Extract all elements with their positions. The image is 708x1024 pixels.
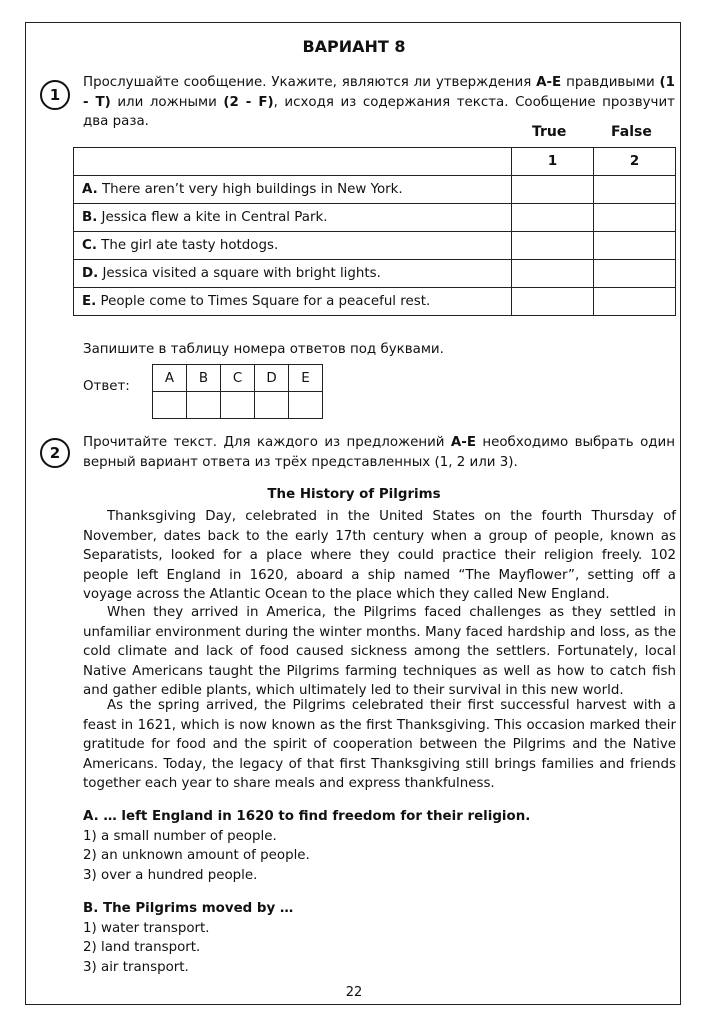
table-row: [74, 260, 676, 288]
answer-false-cell[interactable]: [594, 288, 676, 316]
table-header-row: [74, 148, 676, 176]
task-1-number: 1: [40, 80, 70, 110]
statement-c: C. The girl ate tasty hotdogs.: [74, 232, 512, 260]
reading-paragraph-3: As the spring arrived, the Pilgrims celebrated their first successful harvest with a feast in 1621, which is now known as the first Thanksgiving. This occasion marked their gratitude for food and the spirit of cooperation between the Pilgrims and the Native Americans. Today, the legacy of that first Thanksgiving still brings families and friends together each year to share meals and express thankfulness.: [83, 698, 676, 791]
task-2-instruction: Прочитайте текст. Для каждого из предложений A-E необходимо выбрать один верный вариант ответа из трёх представленных (1, 2 или 3).: [83, 435, 675, 470]
option[interactable]: 1) a small number of people.: [83, 828, 277, 844]
answer-true-cell[interactable]: [512, 288, 594, 316]
answer-false-cell[interactable]: [594, 176, 676, 204]
option[interactable]: 1) water transport.: [83, 920, 210, 936]
table-row: [74, 176, 676, 204]
answer-caption: Запишите в таблицу номера ответов под буквами.: [83, 342, 444, 357]
question-a: [83, 807, 676, 885]
answer-letter: E: [289, 365, 323, 392]
answer-grid: [152, 364, 323, 419]
reading-text-title: The History of Pilgrims: [267, 487, 441, 502]
answer-true-cell[interactable]: [512, 232, 594, 260]
statements-table: [73, 147, 676, 316]
table-row: [74, 288, 676, 316]
answer-false-cell[interactable]: [594, 204, 676, 232]
question-heading: B. The Pilgrims moved by …: [83, 901, 294, 916]
answer-letter: C: [221, 365, 255, 392]
question-heading: A. … left England in 1620 to find freedom for their religion.: [83, 809, 531, 824]
option[interactable]: 2) land transport.: [83, 940, 201, 955]
answer-input-cell[interactable]: [289, 392, 323, 419]
answer-input-cell[interactable]: [187, 392, 221, 419]
option[interactable]: 3) over a hundred people.: [83, 867, 258, 883]
answer-true-cell[interactable]: [512, 260, 594, 288]
question-b: [83, 899, 676, 977]
task-1-instruction: Прослушайте сообщение. Укажите, являются ли утверждения A-E правдивыми (1 - T) или ложными (2 - F), исходя из содержания текста. Сообщение прозвучит два раза.: [83, 75, 675, 129]
true-number-cell: 1: [512, 148, 594, 176]
statement-d: D. Jessica visited a square with bright lights.: [74, 260, 512, 288]
answer-letter: B: [187, 365, 221, 392]
answer-input-cell[interactable]: [221, 392, 255, 419]
answer-label: Ответ:: [83, 379, 130, 394]
answer-false-cell[interactable]: [594, 232, 676, 260]
option[interactable]: 2) an unknown amount of people.: [83, 848, 310, 863]
answer-letter: A: [153, 365, 187, 392]
answer-true-cell[interactable]: [512, 204, 594, 232]
page-title: ВАРИАНТ 8: [302, 37, 406, 56]
answer-true-cell[interactable]: [512, 176, 594, 204]
answer-input-cell[interactable]: [255, 392, 289, 419]
page-number: 22: [345, 985, 363, 1000]
answer-letter: D: [255, 365, 289, 392]
table-row: [74, 204, 676, 232]
answer-false-cell[interactable]: [594, 260, 676, 288]
statement-e: E. People come to Times Square for a peaceful rest.: [74, 288, 512, 316]
false-number-cell: 2: [594, 148, 676, 176]
reading-paragraph-1: Thanksgiving Day, celebrated in the United States on the fourth Thursday of November, dates back to the early 17th century when a group of people, known as Separatists, looked for a place where they could practice their religion freely. 102 people left England in 1620, aboard a ship named “The Mayflower”, setting off a voyage across the Atlantic Ocean to the place which they called New England.: [83, 509, 676, 602]
reading-paragraph-2: When they arrived in America, the Pilgrims faced challenges as they settled in unfamiliar environment during the winter months. Many faced hardship and loss, as the cold climate and lack of food caused sickness among the settlers. Fortunately, local Native Americans taught the Pilgrims farming techniques as well as how to catch fish and gather edible plants, which ultimately led to their survival in this new world.: [83, 605, 676, 698]
statement-b: B. Jessica flew a kite in Central Park.: [74, 204, 512, 232]
task-2-number: 2: [40, 438, 70, 468]
table-row: [74, 232, 676, 260]
statement-a: A. There aren’t very high buildings in New York.: [74, 176, 512, 204]
answer-input-cell[interactable]: [153, 392, 187, 419]
option[interactable]: 3) air transport.: [83, 959, 189, 975]
true-column-header: True: [532, 124, 567, 140]
false-column-header: False: [611, 124, 652, 140]
